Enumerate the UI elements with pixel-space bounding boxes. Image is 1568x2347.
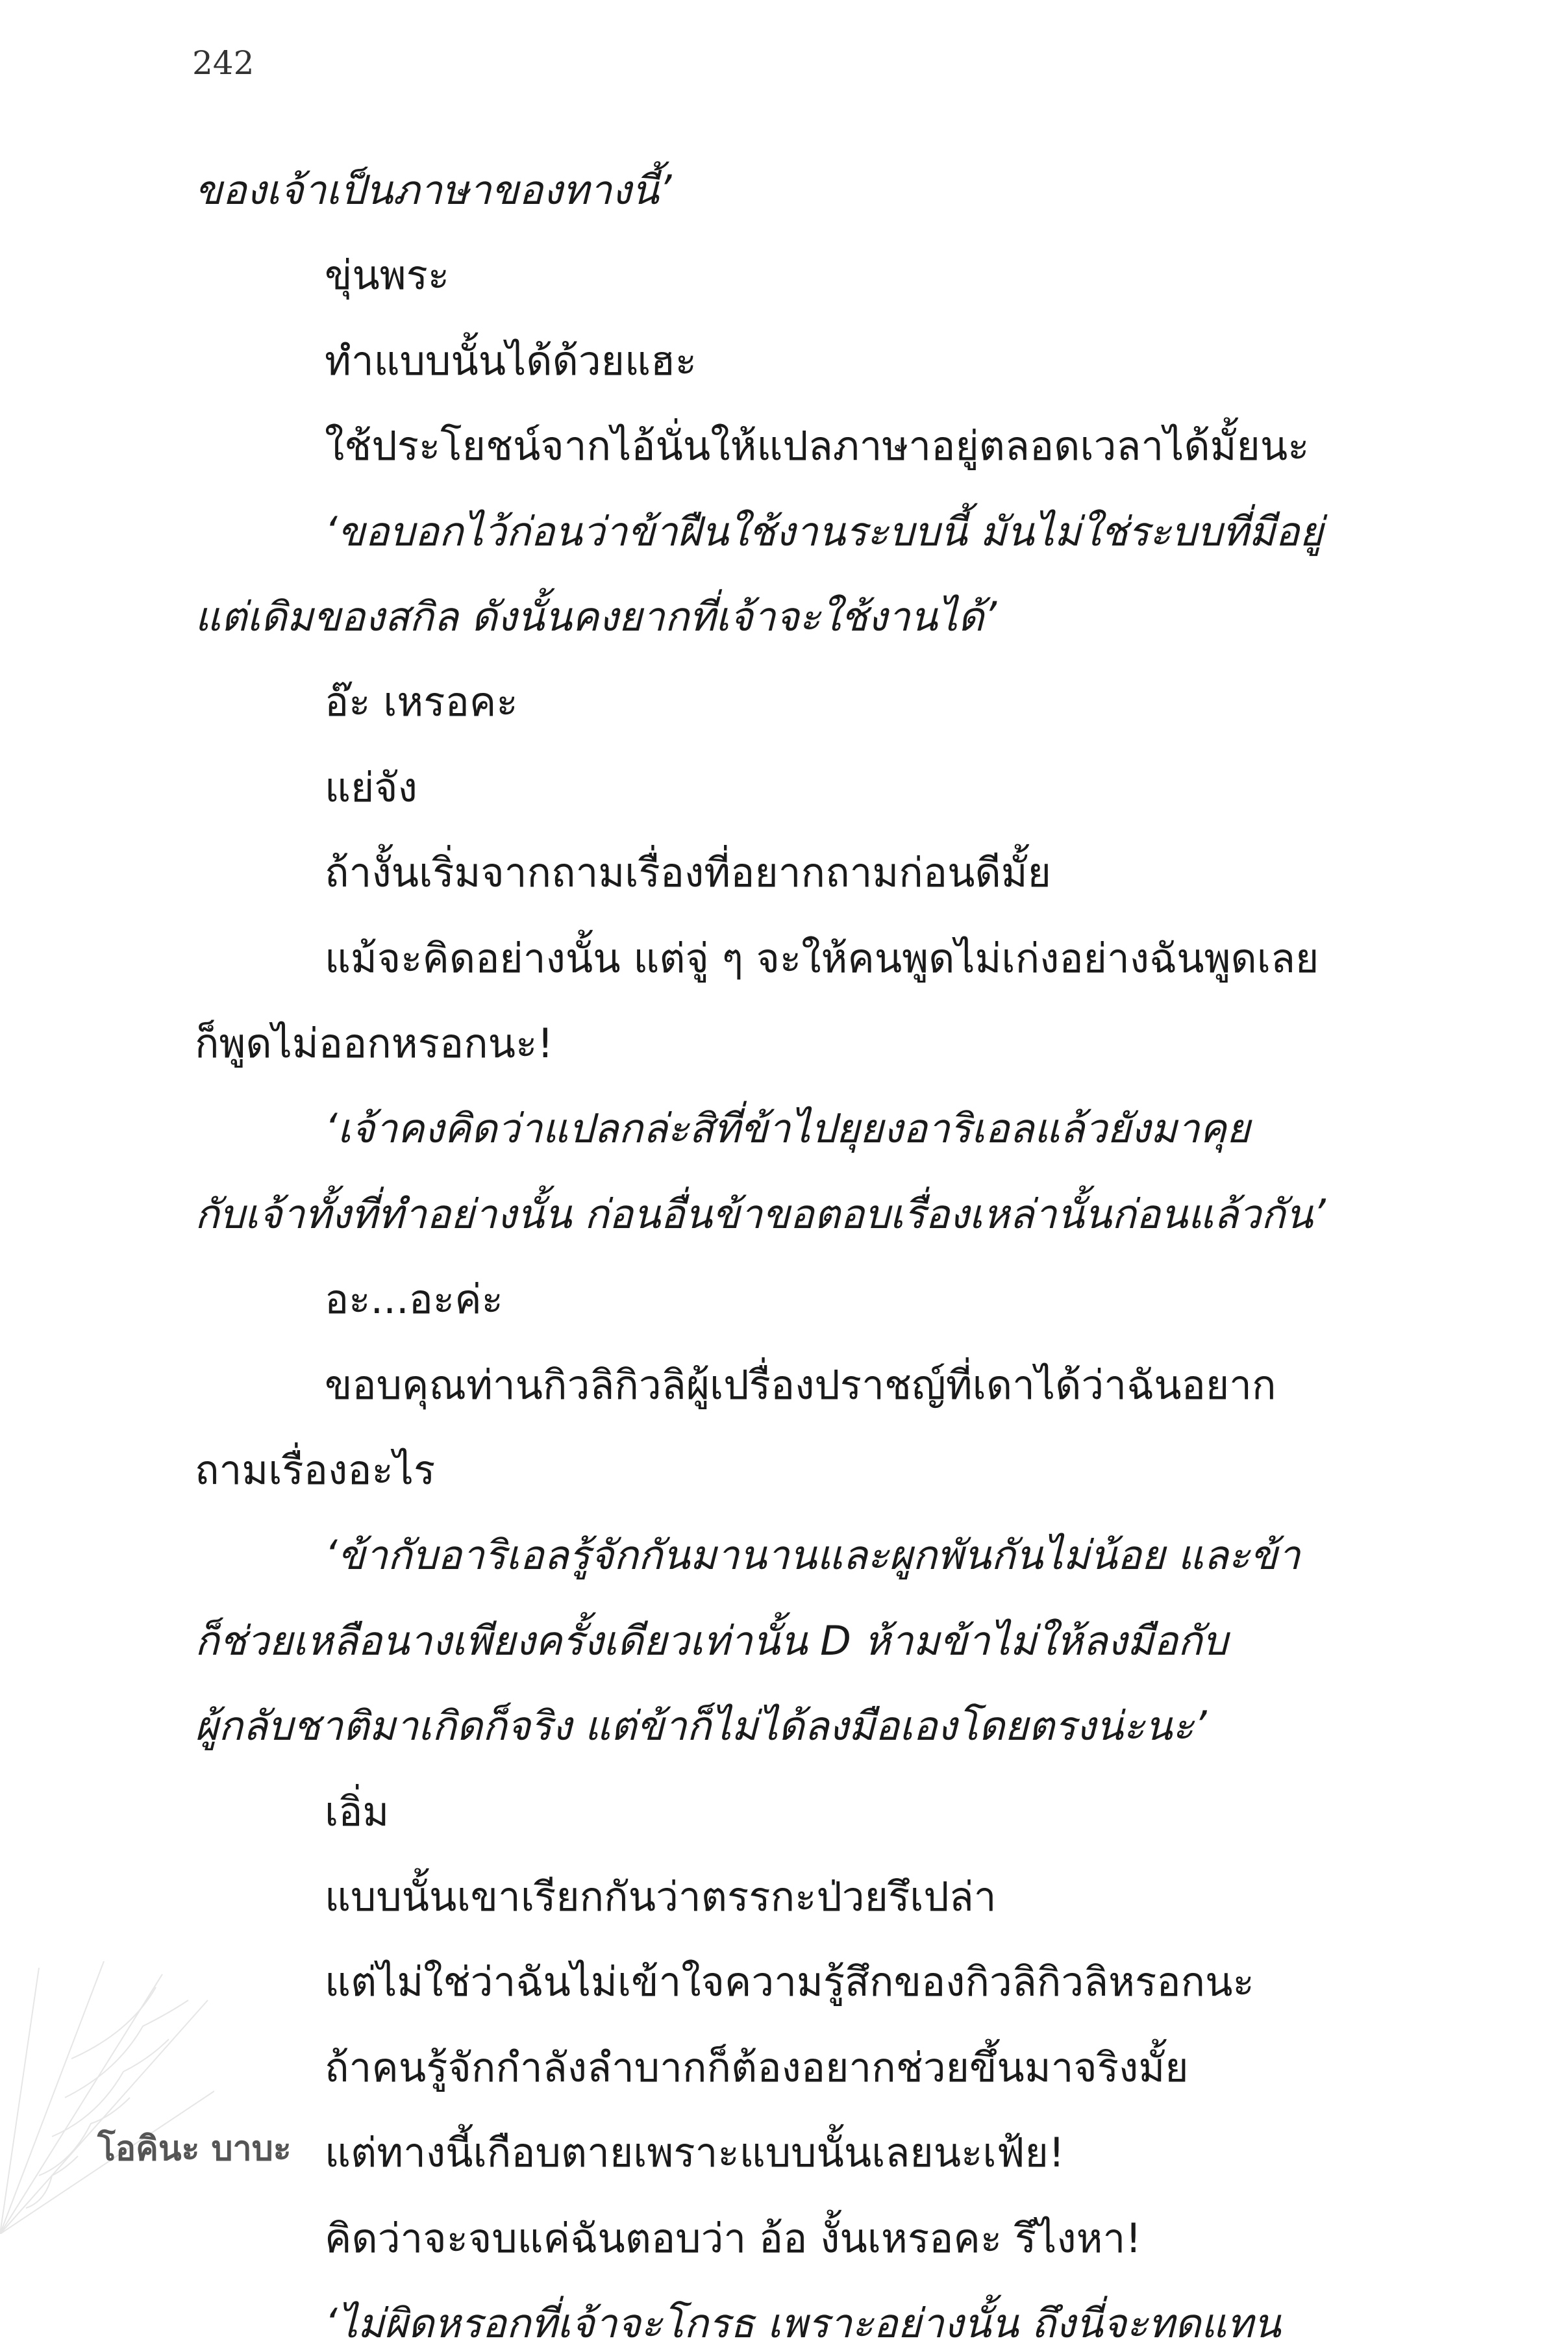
narration-line: อ๊ะ เหรอคะ bbox=[325, 678, 518, 725]
voice-line: ‘เจ้าคงคิดว่าแปลกล่ะสิที่ข้าไปยุยงอาริเอลแล้วยังมาคุย bbox=[325, 1105, 1251, 1152]
narration-line: ขุ่นพระ bbox=[325, 251, 450, 299]
narration-line: แบบนั้นเขาเรียกกันว่าตรรกะป่วยรึเปล่า bbox=[325, 1873, 997, 1920]
narration-line: ถามเรื่องอะไร bbox=[195, 1446, 436, 1494]
narration-line: แต่ไม่ใช่ว่าฉันไม่เข้าใจความรู้สึกของกิวลิกิวลิหรอกนะ bbox=[325, 1958, 1254, 2005]
voice-line: แต่เดิมของสกิล ดังนั้นคงยากที่เจ้าจะใช้งานได้’ bbox=[195, 593, 997, 640]
voice-line: ‘ขอบอกไว้ก่อนว่าข้าฝืนใช้งานระบบนี้ มันไม่ใช่ระบบที่มีอยู่ bbox=[325, 508, 1323, 555]
narration-line: เอิ่ม bbox=[325, 1788, 390, 1835]
voice-line: ผู้กลับชาติมาเกิดก็จริง แต่ข้าก็ไม่ได้ลงมือเองโดยตรงน่ะนะ’ bbox=[195, 1702, 1207, 1750]
narration-line: คิดว่าจะจบแค่ฉันตอบว่า อ้อ งั้นเหรอคะ รึไงหา! bbox=[325, 2215, 1142, 2262]
narration-line: แม้จะคิดอย่างนั้น แต่จู่ ๆ จะให้คนพูดไม่เก่งอย่างฉันพูดเลย bbox=[325, 935, 1319, 982]
narration-line: ถ้างั้นเริ่มจากถามเรื่องที่อยากถามก่อนดีมั้ย bbox=[325, 849, 1051, 896]
narration-line: ขอบคุณท่านกิวลิกิวลิผู้เปรื่องปราชญ์ที่เดาได้ว่าฉันอยาก bbox=[325, 1361, 1276, 1409]
narration-line: อะ...อะค่ะ bbox=[325, 1275, 503, 1323]
page-number: 242 bbox=[192, 44, 255, 82]
narration-line: แย่จัง bbox=[325, 764, 417, 811]
narration-line: ก็พูดไม่ออกหรอกนะ! bbox=[195, 1020, 554, 1067]
author-name: โอคินะ บาบะ bbox=[97, 2129, 292, 2168]
narration-line: แต่ทางนี้เกือบตายเพราะแบบนั้นเลยนะเฟ้ย! bbox=[325, 2129, 1065, 2176]
narration-line: ทำแบบนั้นได้ด้วยแฮะ bbox=[325, 337, 697, 384]
voice-line: ‘ไม่ผิดหรอกที่เจ้าจะโกรธ เพราะอย่างนั้น ถึงนี่จะทดแทน bbox=[325, 2300, 1281, 2347]
voice-line: กับเจ้าทั้งที่ทำอย่างนั้น ก่อนอื่นข้าขอตอบเรื่องเหล่านั้นก่อนแล้วกัน’ bbox=[195, 1190, 1326, 1238]
narration-line: ใช้ประโยชน์จากไอ้นั่นให้แปลภาษาอยู่ตลอดเวลาได้มั้ยนะ bbox=[325, 422, 1310, 470]
spiderweb-decoration bbox=[0, 1961, 214, 2234]
voice-line: ของเจ้าเป็นภาษาของทางนี้’ bbox=[195, 166, 672, 214]
voice-line: ก็ช่วยเหลือนางเพียงครั้งเดียวเท่านั้น D ห้ามข้าไม่ให้ลงมือกับ bbox=[195, 1617, 1228, 1664]
narration-line: ถ้าคนรู้จักกำลังลำบากก็ต้องอยากช่วยขึ้นมาจริงมั้ย bbox=[325, 2044, 1189, 2091]
voice-line: ‘ข้ากับอาริเอลรู้จักกันมานานและผูกพันกันไม่น้อย และข้า bbox=[325, 1531, 1300, 1579]
